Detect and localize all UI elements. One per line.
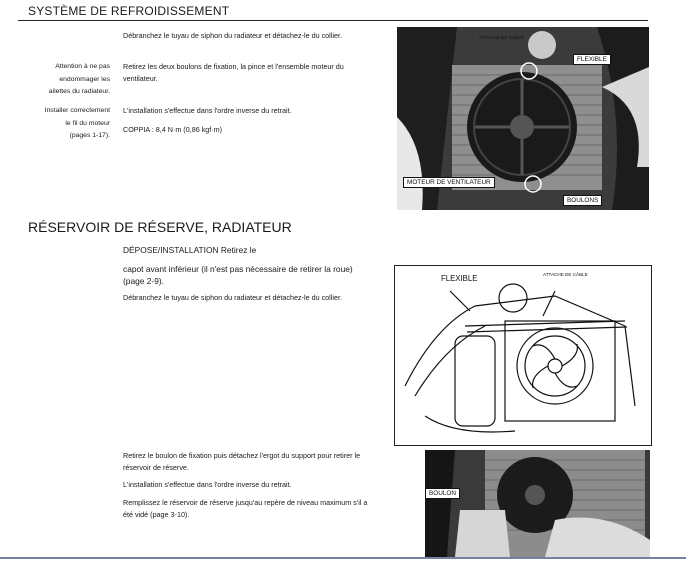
header-divider <box>18 20 648 21</box>
s2-step-bolt <box>123 450 360 474</box>
side-note-wire-line-3: (pages 1-17). <box>69 132 110 139</box>
s1-step-siphon: Débranchez le tuyau de siphon du radiateur et détachez-le du collier. <box>123 31 342 40</box>
s2-intro-line-2: capot avant inférieur (il n'est pas nécessaire de retirer la roue) <box>123 264 353 274</box>
s1-step-reinstall: L'installation s'effectue dans l'ordre inverse du retrait. <box>123 106 292 115</box>
fig3-bolt-label: BOULON <box>425 488 460 499</box>
fig1-cable-clip-label: ATTACHE DE CÂBLE <box>479 35 524 40</box>
fig2-flexible-label: FLEXIBLE <box>441 274 478 283</box>
side-note-fins <box>20 61 110 99</box>
side-note-wire <box>20 105 110 143</box>
reservoir-photo-illustration <box>425 450 650 557</box>
s2-step-refill <box>123 497 367 521</box>
section-heading-reservoir: RÉSERVOIR DE RÉSERVE, RADIATEUR <box>28 219 292 235</box>
figure-reservoir-photo <box>425 450 650 557</box>
s1-step-bolts-line-2: ventilateur. <box>123 74 158 83</box>
page-header-title: SYSTÈME DE REFROIDISSEMENT <box>28 4 230 18</box>
page-bottom-divider <box>0 557 686 559</box>
s2-step-reinstall: L'installation s'effectue dans l'ordre inverse du retrait. <box>123 480 292 489</box>
side-note-wire-line-2: le fil du moteur <box>65 119 110 127</box>
fig1-fan-motor-label: MOTEUR DE VENTILATEUR <box>403 177 495 188</box>
s1-torque-spec: COPPIA : 8,4 N·m (0,86 kgf·m) <box>123 125 223 134</box>
side-note-fins-line-3: ailettes du radiateur. <box>48 88 110 95</box>
fig1-flexible-label: FLEXIBLE <box>573 54 611 65</box>
s2-step-siphon: Débranchez le tuyau de siphon du radiateur et détachez-le du collier. <box>123 293 342 302</box>
s2-step-bolt-line-2: réservoir de réserve. <box>123 463 189 472</box>
fig1-bolts-label: BOULONS <box>563 195 602 206</box>
figure-line-drawing <box>394 265 652 446</box>
s2-step-bolt-line-1: Retirez le boulon de fixation puis détachez l'ergot du support pour retirer le <box>123 451 361 460</box>
side-note-fins-line-1: Attention à ne pas <box>55 63 110 70</box>
s1-step-bolts <box>123 61 344 85</box>
s2-intro-line-1: DÉPOSE/INSTALLATION Retirez le <box>123 245 257 255</box>
s2-intro-line-3: (page 2-9). <box>123 276 164 286</box>
fig2-cable-clip-label: ATTACHE DE CÂBLE <box>543 272 588 277</box>
figure-fan-photo <box>397 27 649 210</box>
side-note-fins-line-2: endommager les <box>59 75 110 83</box>
s2-step-refill-line-2: été vidé (page 3-10). <box>123 510 190 519</box>
s2-step-refill-line-1: Remplissez le réservoir de réserve jusqu'au repère de niveau maximum s'il a <box>123 498 368 507</box>
line-drawing-illustration <box>395 266 651 445</box>
side-note-wire-line-1: Installer correctement <box>44 107 110 114</box>
s1-step-bolts-line-1: Retirez les deux boulons de fixation, la pince et l'ensemble moteur du <box>123 62 344 71</box>
